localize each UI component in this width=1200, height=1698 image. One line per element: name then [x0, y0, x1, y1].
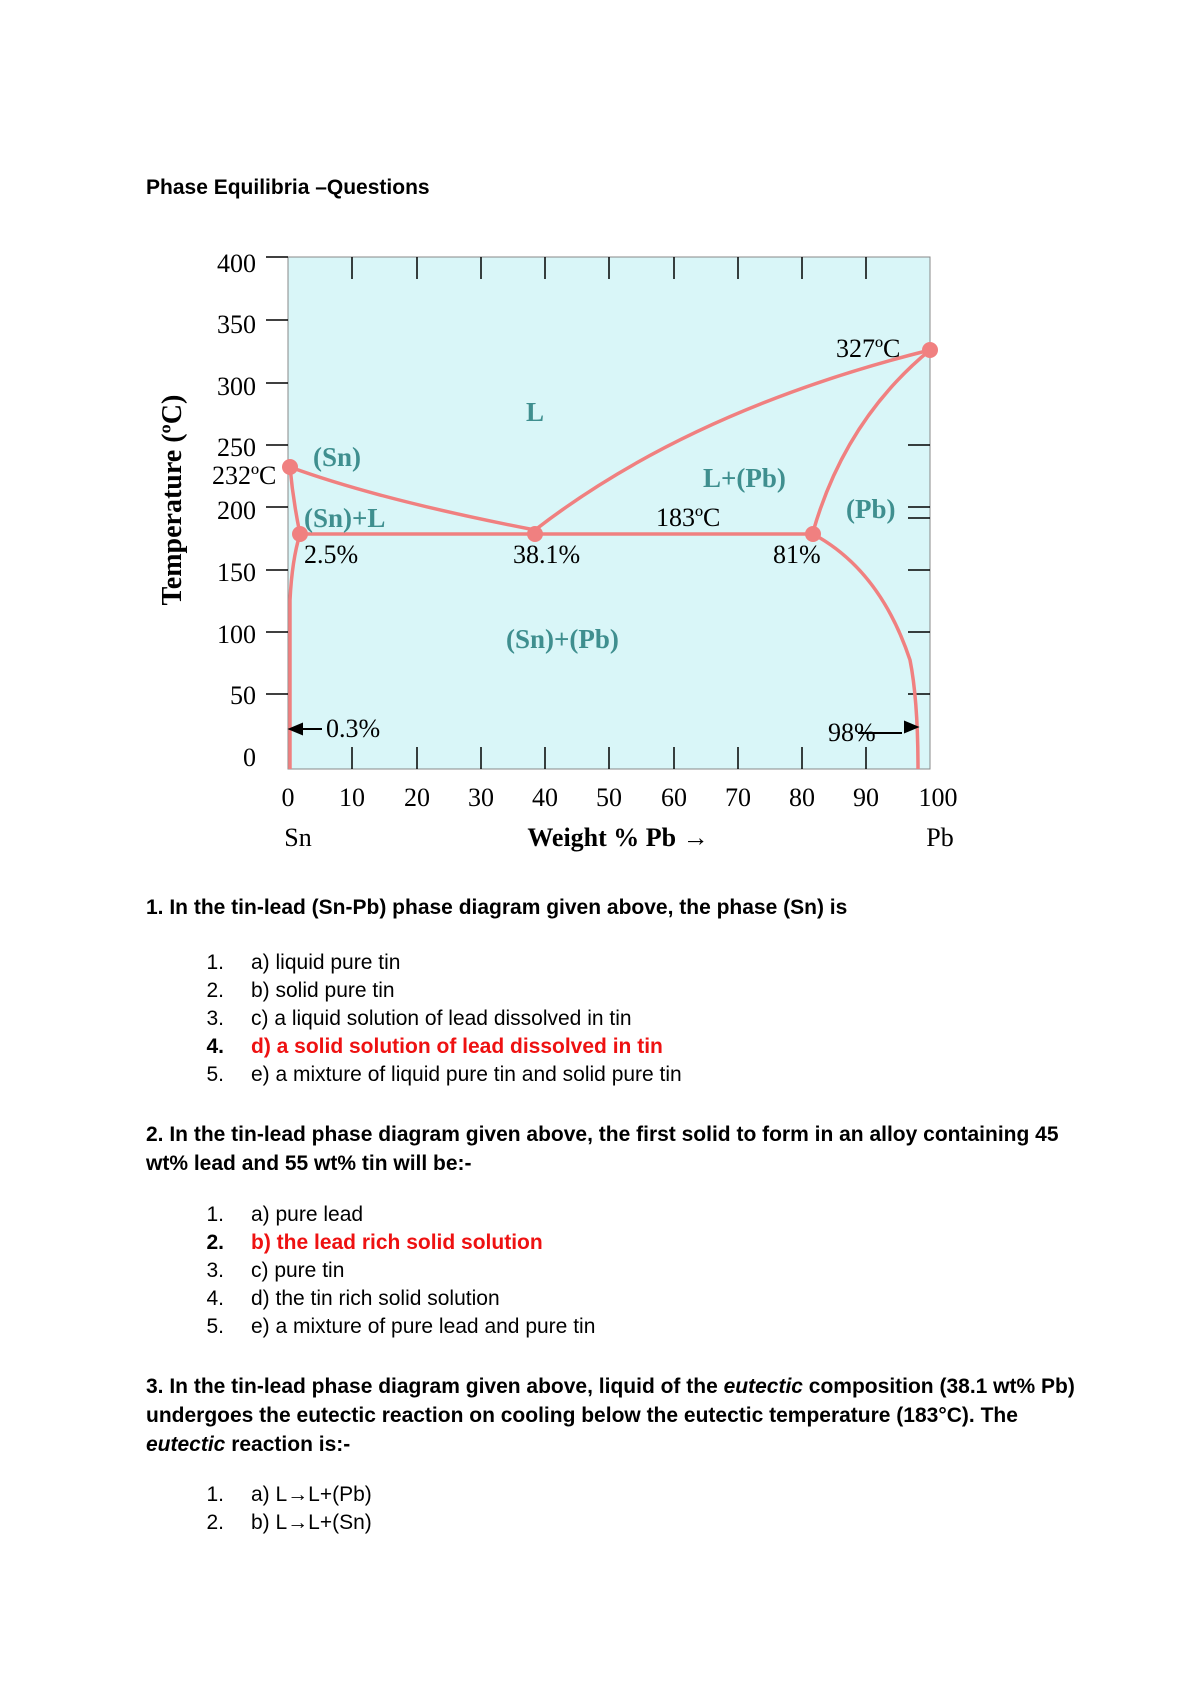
question-3: 3. In the tin-lead phase diagram given above, liquid of the eutectic composition (38.1 wt% Pb) undergoes the eutectic reaction on cooling below the eutectic temperature (183°C). The eutectic reaction is:-: [146, 1375, 1075, 1456]
region-l-pb: L+(Pb): [703, 463, 786, 493]
ytick-label: 0: [243, 743, 256, 772]
ytick-label: 350: [217, 310, 256, 339]
annotation-sn-melt: 232ºC: [212, 461, 277, 490]
xtick-label: 90: [853, 783, 879, 812]
option: 3. c) a liquid solution of lead dissolved in tin: [206, 1007, 632, 1030]
page-title: Phase Equilibria –Questions: [146, 176, 430, 199]
annotation-eutectic-temp: 183ºC: [656, 503, 721, 532]
xtick-label: 30: [468, 783, 494, 812]
annotation-pb-solubility: 81%: [773, 540, 821, 569]
question-2-options: [146, 1201, 595, 1341]
option: 1. a) liquid pure tin: [206, 951, 401, 974]
option: 1. a) L→L+(Pb): [206, 1483, 372, 1506]
annotation-eutectic-comp: 38.1%: [513, 540, 581, 569]
xtick-label: 100: [918, 783, 958, 812]
question-1-options: [146, 949, 682, 1089]
ytick-label: 300: [217, 372, 256, 401]
x-end-right-label: Pb: [926, 823, 954, 852]
xtick-label: 20: [404, 783, 430, 812]
x-axis-label: Weight % Pb →: [527, 823, 709, 852]
xtick-label: 0: [281, 783, 295, 812]
option-correct: 2. b) the lead rich solid solution: [206, 1231, 543, 1254]
option: 2. b) solid pure tin: [206, 979, 395, 1002]
ytick-label: 200: [217, 496, 256, 525]
xtick-label: 40: [532, 783, 558, 812]
question-2: 2. In the tin-lead phase diagram given above, the first solid to form in an alloy containing 45 wt% lead and 55 wt% tin will be:-: [146, 1123, 1059, 1175]
option: 5. e) a mixture of liquid pure tin and solid pure tin: [206, 1063, 682, 1086]
ytick-label: 100: [217, 620, 256, 649]
annotation-sn-solubility: 2.5%: [304, 540, 359, 569]
x-axis: [282, 783, 958, 852]
phase-diagram: [140, 240, 980, 860]
region-two-solid: (Sn)+(Pb): [506, 624, 619, 654]
question-3-options: [146, 1481, 372, 1537]
x-end-left-label: Sn: [284, 823, 312, 852]
option: 1. a) pure lead: [206, 1203, 364, 1226]
region-sn: (Sn): [313, 442, 362, 472]
ytick-label: 400: [217, 249, 256, 278]
xtick-label: 60: [661, 783, 687, 812]
y-axis: [217, 249, 256, 772]
option-correct: 4. d) a solid solution of lead dissolved in tin: [206, 1035, 663, 1058]
region-pb: (Pb): [846, 494, 896, 524]
y-axis-label: Temperature (ºC): [157, 394, 188, 606]
xtick-label: 50: [596, 783, 622, 812]
annotation-pb-room: 98%: [828, 718, 876, 747]
option: 4. d) the tin rich solid solution: [206, 1287, 500, 1310]
annotation-pb-melt: 327ºC: [836, 334, 901, 363]
xtick-label: 70: [725, 783, 751, 812]
annotation-sn-room: 0.3%: [326, 714, 381, 743]
region-liquid: L: [526, 397, 545, 427]
pb-melt-point: [922, 342, 938, 358]
option: 3. c) pure tin: [206, 1259, 345, 1282]
ytick-label: 250: [217, 433, 256, 462]
option: 2. b) L→L+(Sn): [206, 1511, 372, 1534]
sn-melt-point: [282, 459, 298, 475]
xtick-label: 10: [339, 783, 365, 812]
region-sn-l: (Sn)+L: [304, 503, 386, 533]
xtick-label: 80: [789, 783, 815, 812]
question-1: 1. In the tin-lead (Sn-Pb) phase diagram given above, the phase (Sn) is: [146, 896, 848, 919]
ytick-label: 150: [217, 558, 256, 587]
ytick-label: 50: [230, 681, 256, 710]
option: 5. e) a mixture of pure lead and pure tin: [206, 1315, 596, 1338]
